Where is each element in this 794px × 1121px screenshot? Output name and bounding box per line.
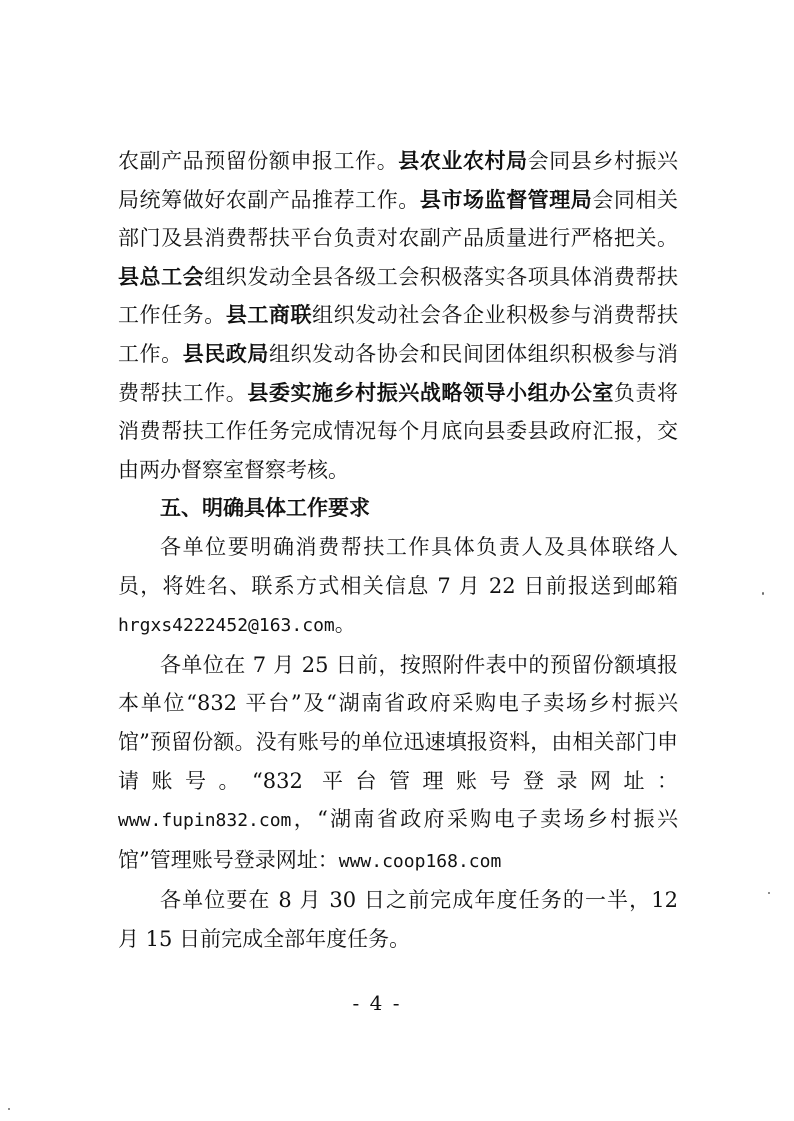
text-run: 会同相关部门及县消费帮扶平台负责对农副产品质量进行严格把关。 [118, 187, 679, 251]
email-address: hrgxs4222452@163.com [118, 615, 335, 637]
scan-speck [762, 592, 764, 595]
text-run: 组织发动社会各企业积极参与消费帮扶工作。 [118, 303, 679, 366]
text-run: ，“湖南省政府采购电子卖场乡村振兴馆”管理账号登录网址： [118, 807, 678, 872]
dept-trade-union: 县总工会 [118, 263, 205, 289]
url-coop168: www.coop168.com [338, 850, 502, 872]
section-heading: 五、明确具体工作要求 [160, 496, 370, 521]
body-text [118, 142, 678, 958]
scan-speck [8, 1108, 10, 1110]
text-run: 。 [334, 612, 356, 637]
dept-civil-affairs: 县民政局 [182, 340, 269, 366]
text-run: 会同县乡村振兴局统筹做好农副产品推荐工作。 [118, 149, 679, 212]
text-run: 负责将消费帮扶工作任务完成情况每个月底向县委县政府汇报，交由两办督察室督察考核。 [118, 380, 679, 482]
paragraph-contact-info [118, 528, 678, 646]
text-run: 各单位要明确消费帮扶工作具体负责人及具体联络人员，将姓名、联系方式相关信息 7 月 22 日前报送到邮箱 [118, 534, 678, 598]
dept-market-supervision: 县市场监督管理局 [419, 186, 593, 212]
scan-speck [768, 892, 770, 894]
text-run: 各单位在 7 月 25 日前，按照附件表中的预留份额填报本单位“832 平台”及“湖南省政府采购电子卖场乡村振兴馆”预留份额。没有账号的单位迅速填报资料，由相关部门申请账号。“832 平台管理账号登录网址： [118, 652, 678, 793]
dept-agriculture: 县农业农村局 [398, 148, 528, 173]
dept-rural-revitalization-office: 县委实施乡村振兴战略领导小组办公室 [247, 379, 614, 405]
dept-commerce-federation: 县工商联 [225, 302, 313, 328]
paragraph-responsibilities [118, 142, 678, 489]
paragraph-deadline: 各单位要在 8 月 30 日之前完成年度任务的一半，12 月 15 日前完成全部年度任务。 [118, 888, 678, 951]
text-run: 组织发动全县各级工会积极落实各项具体消费帮扶工作任务。 [118, 264, 679, 328]
page-number: - 4 - [352, 991, 402, 1015]
text-run: 组织发动各协会和民间团体组织积极参与消费帮扶工作。 [118, 341, 679, 405]
text-run: 农副产品预留份额申报工作。 [118, 149, 399, 173]
paragraph-platform-quota [118, 646, 678, 882]
url-fupin832: www.fupin832.com [118, 810, 292, 832]
